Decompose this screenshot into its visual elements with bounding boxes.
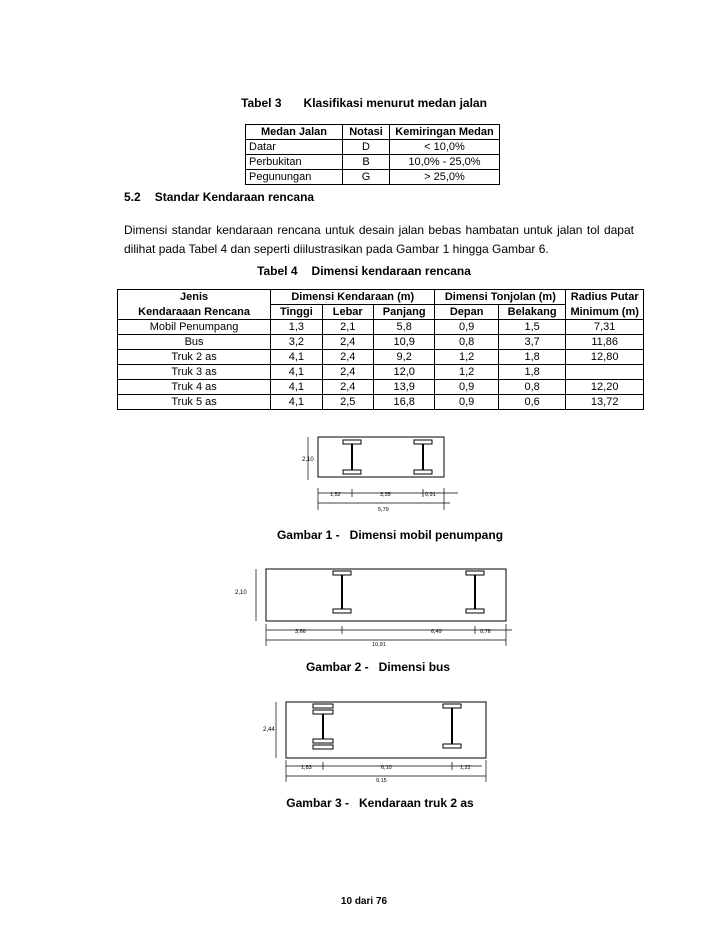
body-paragraph: Dimensi standar kendaraan rencana untuk desain jalan bebas hambatan untuk jalan tol dapat dilihat pada Tabel 4 dan seperti diilustrasikan pada Gambar 1 hingga Gambar 6.	[124, 223, 634, 256]
dim-front-overhang: 3,66	[295, 629, 306, 635]
table4-subheader: Tinggi	[271, 305, 322, 320]
figure2-caption-label: Gambar 2 -	[305, 660, 369, 674]
table4-cell: 4,1	[271, 350, 322, 365]
table4-cell: 1,8	[498, 350, 566, 365]
vehicle-body-outline	[318, 437, 444, 477]
dim-wheelbase: 3,35	[380, 492, 391, 498]
section-number: 5.2	[124, 190, 141, 204]
table4-header: Dimensi Tonjolan (m)	[435, 290, 566, 305]
figure1-caption-label: Gambar 1 -	[276, 528, 340, 542]
table4-cell: 3,7	[498, 335, 566, 350]
table3-title-text: Klasifikasi menurut medan jalan	[303, 96, 487, 110]
table-row	[246, 140, 500, 155]
table4-header-row	[118, 290, 644, 305]
table3-cell: G	[343, 170, 390, 185]
table4-cell: Truk 2 as	[118, 350, 271, 365]
table4-cell: 11,86	[566, 335, 644, 350]
table4-cell: Truk 4 as	[118, 380, 271, 395]
dim-wheelbase: 6,10	[381, 765, 392, 771]
figure3-caption-label: Gambar 3 -	[286, 796, 349, 810]
table4-cell: 2,4	[322, 350, 373, 365]
width-label: 2,44	[263, 727, 275, 733]
table4-cell: 12,20	[566, 380, 644, 395]
table4-cell: Bus	[118, 335, 271, 350]
total-length-label: 9,15	[376, 778, 387, 784]
front-axle	[343, 440, 361, 474]
table4-cell: 4,1	[271, 380, 322, 395]
table3-cell: Pegunungan	[246, 170, 343, 185]
table-row	[118, 395, 644, 410]
table4-cell: 3,2	[271, 335, 322, 350]
table-row	[118, 365, 644, 380]
figure2-diagram	[232, 562, 522, 650]
width-label: 2,10	[235, 590, 247, 596]
table4-cell: 2,5	[322, 395, 373, 410]
table-row	[246, 170, 500, 185]
table3-cell: B	[343, 155, 390, 170]
total-length-label: 5,79	[378, 507, 389, 513]
table4-cell: 4,1	[271, 365, 322, 380]
front-axle	[333, 571, 351, 613]
table4-label: Tabel 4	[257, 264, 298, 278]
table4-cell: 2,4	[322, 335, 373, 350]
table3-header-row	[246, 125, 500, 140]
table4-cell: 10,9	[373, 335, 434, 350]
dim-rear-overhang: 0,91	[425, 492, 436, 498]
table4-cell: 0,9	[435, 320, 498, 335]
table4-subheader: Lebar	[322, 305, 373, 320]
table3-cell: < 10,0%	[390, 140, 500, 155]
figure1-diagram	[290, 430, 460, 520]
table4-cell: 0,6	[498, 395, 566, 410]
dim-front-overhang: 1,83	[301, 765, 312, 771]
table4-header: Radius Putar	[566, 290, 644, 305]
table3-header: Medan Jalan	[246, 125, 343, 140]
table4-cell: 16,8	[373, 395, 434, 410]
table4-cell: 0,8	[498, 380, 566, 395]
table4-cell: 9,2	[373, 350, 434, 365]
figure3-diagram	[256, 698, 502, 788]
table-row	[118, 350, 644, 365]
figure2-caption-text: Dimensi bus	[378, 660, 451, 674]
section-heading	[124, 190, 314, 204]
dim-front-overhang: 1,52	[330, 492, 341, 498]
table4-cell	[566, 365, 644, 380]
rear-axle	[443, 704, 461, 748]
table3-cell: > 25,0%	[390, 170, 500, 185]
table4-cell: 5,8	[373, 320, 434, 335]
table4-subheader: Belakang	[498, 305, 566, 320]
table4-cell: 1,5	[498, 320, 566, 335]
table3-cell: Datar	[246, 140, 343, 155]
table4-cell: 1,3	[271, 320, 322, 335]
table3-cell: D	[343, 140, 390, 155]
table3-label: Tabel 3	[241, 96, 282, 110]
table4-cell: 12,80	[566, 350, 644, 365]
table4-cell: 2,4	[322, 380, 373, 395]
table4-title-text: Dimensi kendaraan rencana	[311, 264, 471, 278]
table4-cell: 2,1	[322, 320, 373, 335]
table4-cell: 2,4	[322, 365, 373, 380]
table4-cell: 13,72	[566, 395, 644, 410]
table3-header: Notasi	[343, 125, 390, 140]
table3-cell: Perbukitan	[246, 155, 343, 170]
table4-cell: 4,1	[271, 395, 322, 410]
table4-cell: 1,8	[498, 365, 566, 380]
table4-subheader-row	[118, 305, 644, 320]
table4-cell: 1,2	[435, 350, 498, 365]
table4	[117, 289, 644, 410]
table4-cell: 1,2	[435, 365, 498, 380]
figure2-caption	[0, 660, 728, 674]
table4-cell: Truk 5 as	[118, 395, 271, 410]
table-row	[118, 380, 644, 395]
rear-axle	[466, 571, 484, 613]
dim-rear-overhang: 0,76	[480, 629, 491, 635]
dim-wheelbase: 6,49	[431, 629, 442, 635]
figure1-caption-text: Dimensi mobil penumpang	[349, 528, 504, 542]
table4-header: Kendaraaan Rencana	[118, 305, 271, 320]
figure1-caption	[0, 528, 728, 542]
table4-cell: 0,9	[435, 380, 498, 395]
page-number: 10 dari 76	[340, 896, 388, 907]
table4-header: Dimensi Kendaraan (m)	[271, 290, 435, 305]
table4-cell: Truk 3 as	[118, 365, 271, 380]
rear-axle	[414, 440, 432, 474]
table-row	[246, 155, 500, 170]
table3-header: Kemiringan Medan	[390, 125, 500, 140]
front-axle	[313, 704, 333, 749]
table4-subheader: Panjang	[373, 305, 434, 320]
table3-cell: 10,0% - 25,0%	[390, 155, 500, 170]
table4-cell: 0,9	[435, 395, 498, 410]
table3	[245, 124, 500, 185]
table4-subheader: Depan	[435, 305, 498, 320]
table4-header: Minimum (m)	[566, 305, 644, 320]
width-label: 2,10	[302, 457, 314, 463]
table4-cell: 12,0	[373, 365, 434, 380]
total-length-label: 10,91	[372, 642, 386, 648]
table3-title	[0, 96, 728, 110]
figure3-caption-text: Kendaraan truk 2 as	[358, 796, 474, 810]
table-row	[118, 335, 644, 350]
table4-header: Jenis	[118, 290, 271, 305]
table-row	[118, 320, 644, 335]
table4-cell: 7,31	[566, 320, 644, 335]
table4-cell: Mobil Penumpang	[118, 320, 271, 335]
table4-cell: 0,8	[435, 335, 498, 350]
table4-title	[0, 264, 728, 278]
figure3-caption	[0, 796, 728, 810]
section-title: Standar Kendaraan rencana	[154, 190, 315, 204]
table4-cell: 13,9	[373, 380, 434, 395]
dim-rear-overhang: 1,22	[460, 765, 471, 771]
